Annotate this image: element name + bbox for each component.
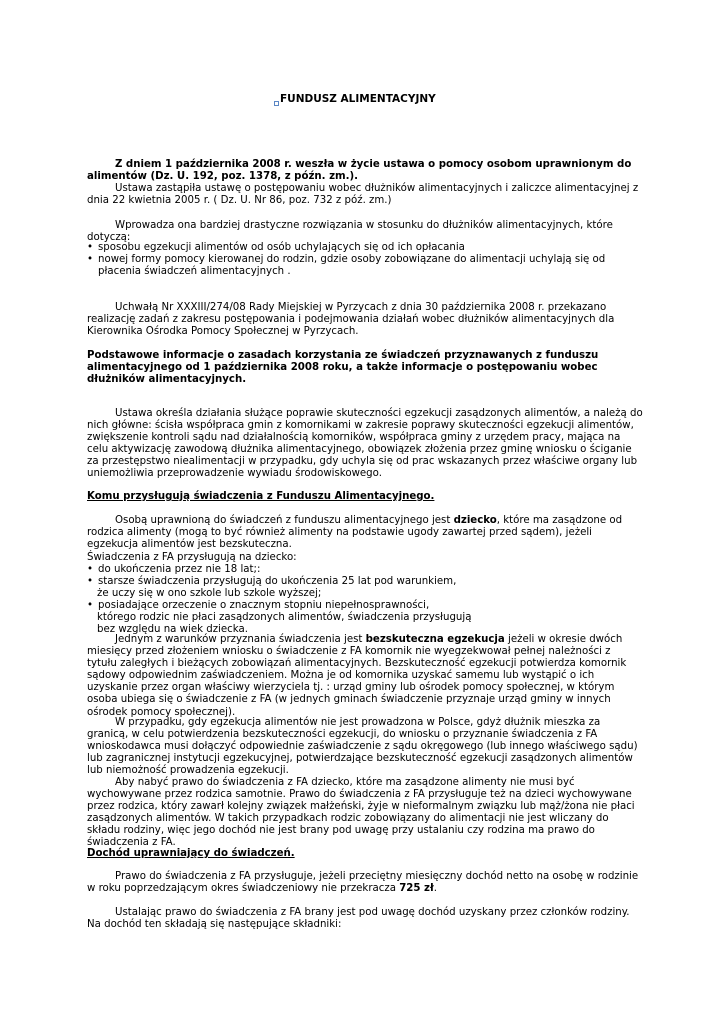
list-item: • sposobu egzekucji alimentów od osób uchylających się od ich opłacania [87,242,643,254]
who-paragraph-5: Aby nabyć prawo do świadczenia z FA dziecko, które ma zasądzone alimenty nie musi być wychowywane przez rodzica samotnie. Prawo do świadczenia z FA przysługuje też na dzieci wychowywane przez rodzica, który zawarł kolejny związek małżeński, żyje w nieformalnym związku lub mąż/żona nie płaci zasądzonych alimentów. W takich przypadkach rodzic zobowiązany do alimentacji nie jest wliczany do składu rodziny, więc jego dochód nie jest brany pod uwagę przy ustalaniu czy rodzina ma prawo do świadczenia z FA. [87,777,635,849]
income-paragraph-2: Ustalając prawo do świadczenia z FA brany jest pod uwagę dochód uzyskany przez członków rodziny. Na dochód ten składają się następujące składniki: [87,907,630,931]
income-paragraph-1: Prawo do świadczenia z FA przysługuje, jeżeli przeciętny miesięczny dochód netto na osobę w rodzinie w roku poprzedzającym okres świadczeniowy nie przekracza 725 zł. [87,871,639,895]
actions-paragraph: Ustawa określa działania służące poprawie skuteczności egzekucji zasądzonych alimentów, a należą do nich główne: ścisła współpraca gmin z komornikami w zakresie poprawy skuteczności egzekucji alimentów, zwiększenie kontroli sądu nad działalnością komorników, współpraca gminy z urzędem pracy, mająca na celu aktywizację zawodową dłużnika alimentacyjnego, obowiązek złożenia przez gminę wniosku o ściganie za przestępstwo niealimentacji w przypadku, gdy uchyla się od prac wskazanych przez właściwe organy lub uniemożliwia przeprowadzenie wywiadu środowiskowego. [87,408,643,480]
who-paragraph-3: Jednym z warunków przyznania świadczenia jest bezskuteczna egzekucja jeżeli w okresie dwóch miesięcy przed złożeniem wniosku o świadczenie z FA komornik nie wyegzekwował pełnej należności z tytułu zaległych i bieżących zobowiązań alimentacyjnych. Bezskuteczność egzekucji potwierdza komornik sądowy odpowiednim zaświadczeniem. Można je od komornika uzyskać samemu lub wystąpić o ich uzyskanie przez organ właściwy wierzyciela tj. : urząd gminy lub ośrodek pomocy społecznej, w którym osoba ubiega się o świadczenie z FA (w jednych gminach świadczenie przyznaje urząd gminy w innych ośrodek pomocy społecznej). [87,634,627,718]
intro-bullets [87,242,643,278]
intro-drastic: Wprowadza ona bardziej drastyczne rozwiązania w stosunku do dłużników alimentacyjnych, które dotyczą: [87,220,613,244]
document-title: FUNDUSZ ALIMENTACYJNY [274,93,436,106]
intro-lead: Z dniem 1 października 2008 r. weszła w życie ustawa o pomocy osobom uprawnionym do alimentów (Dz. U. 192, poz. 1378, z późn. zm.). [87,159,632,183]
broken-image-icon [274,101,279,106]
list-item-continuation: którego rodzic nie płaci zasądzonych alimentów, świadczenia przysługują [97,612,472,624]
list-item: • do ukończenia przez nie 18 lat;: [87,564,643,576]
resolution-paragraph: Uchwałą Nr XXXIII/274/08 Rady Miejskiej w Pyrzycach z dnia 30 października 2008 r. przekazano realizację zadań z zakresu postępowania i podejmowania działań wobec dłużników alimentacyjnych dla Kierownika Ośrodka Pomocy Społecznej w Pyrzycach. [87,302,615,338]
section-who-heading: Komu przysługują świadczenia z Funduszu Alimentacyjnego. [87,491,435,502]
who-paragraph-4: W przypadku, gdy egzekucja alimentów nie jest prowadzona w Polsce, gdyż dłużnik mieszka za granicą, w celu potwierdzenia bezskuteczności egzekucji, do wniosku o przyznanie świadczenia z FA wnioskodawca musi dołączyć odpowiednie zaświadczenie z sądu okręgowego (lub innego właściwego sądu) lub zagranicznej instytucji egzekucyjnej, potwierdzające bezskuteczność egzekucji zasądzonych alimentów lub niemożność prowadzenia egzekucji. [87,717,638,777]
section-income-heading: Dochód uprawniający do świadczeń. [87,848,295,859]
list-item-continuation: bez względu na wiek dziecka. [97,624,248,636]
list-item: • posiadające orzeczenie o znacznym stopniu niepełnosprawności, [87,600,643,612]
who-paragraph-2: Świadczenia z FA przysługują na dziecko: [87,552,297,563]
list-item-continuation: że uczy się w ono szkole lub szkole wyższej; [97,588,322,600]
who-bullets [87,564,643,637]
who-paragraph-1: Osobą uprawnioną do świadczeń z funduszu alimentacyjnego jest dziecko, które ma zasądzone od rodzica alimenty (mogą to być również alimenty na podstawie ugody zawartej przed sądem), jeżeli egzekucja alimentów jest bezskuteczna. [87,515,623,551]
basic-info-heading: Podstawowe informacje o zasadach korzystania ze świadczeń przyznawanych z funduszu alimentacyjnego od 1 października 2008 roku, a także informacje o postępowaniu wobec dłużników alimentacyjnych. [87,350,599,386]
list-item: • nowej formy pomocy kierowanej do rodzin, gdzie osoby zobowiązane do alimentacji uchylają się od płacenia świadczeń alimentacyjnych . [87,254,643,278]
intro-replace: Ustawa zastąpiła ustawę o postępowaniu wobec dłużników alimentacyjnych i zaliczce alimentacyjnej z dnia 22 kwietnia 2005 r. ( Dz. U. Nr 86, poz. 732 z póź. zm.) [87,183,639,207]
list-item: • starsze świadczenia przysługują do ukończenia 25 lat pod warunkiem, [87,576,643,588]
